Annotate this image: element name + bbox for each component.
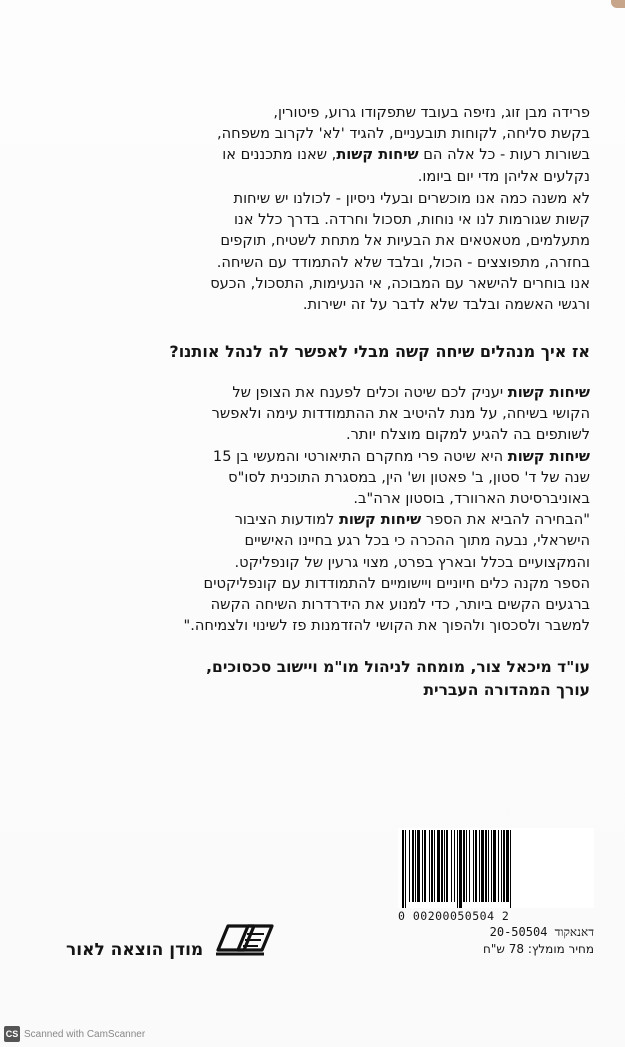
book-title-inline: שיחות קשות (336, 146, 419, 164)
text-line: "הבחירה להביא את הספר שיחות קשות למודעות הציבור (234, 511, 590, 529)
publisher-logo-icon (214, 920, 276, 958)
text-line: שיחות קשות יעניק לכם שיטה וכלים לפענח את הצופן של (232, 384, 590, 401)
endorsement-signature (70, 656, 590, 702)
paragraph-intro (70, 102, 590, 187)
text-line: שיחות קשות היא שיטה פרי מחקרם התיאורטי והמעשי בן 15 (212, 447, 590, 465)
paragraph-experience (70, 188, 590, 315)
text-line: באוניברסיטת הארוורד, בוסטון ארה"ב. (353, 490, 590, 508)
text-line: והמקצועיים בכלל ובארץ בפרט, מצוי גרעין של קונפליקט. (234, 553, 590, 571)
text-line: נקלעים אליהן מדי יום ביומו. (417, 167, 590, 185)
text-line: הישראלי, נבעה מתוך ההכרה כי בכל רגע בחיינו האישיים (244, 532, 590, 550)
text-line: פרידה מבן זוג, נזיפה בעובד שתפקודו גרוע, פיטורין, (273, 104, 590, 121)
barcode-number: 0 00200050504 2 (398, 909, 510, 923)
question-heading: אז איך מנהלים שיחה קשה מבלי לאפשר לה לנהל אותנו? (169, 342, 590, 361)
camscanner-watermark (4, 1026, 145, 1042)
text-line: ברגעים הקשים ביותר, כדי למנוע את הידרדרות השיחה הקשה (210, 596, 590, 614)
text-line: לא משנה כמה אנו מוכשרים ובעלי ניסיון - לכולנו יש שיחות (233, 190, 590, 207)
text-line: בשורות רעות - כל אלה הם שיחות קשות, שאנו מתכננים או (222, 146, 590, 164)
book-title-inline: שיחות קשות (338, 511, 422, 529)
text-line: שנה של ד' סטון, ב' פאטון וש' הין, במסגרת התוכנית לסו"ס (228, 468, 590, 486)
barcode-icon (398, 828, 594, 908)
book-title-inline: שיחות קשות (507, 384, 590, 401)
text-line: הספר מקנה כלים חיוניים ויישומיים להתמודדות עם קונפליקטים (203, 574, 590, 592)
text-line: לשותפים בה להגיע למקום מוצלח יותר. (346, 426, 590, 444)
danacode: דאנאקוד 20-50504 (489, 925, 594, 939)
publisher-name: מודן הוצאה לאור (66, 940, 204, 960)
text-line: בקשת סליחה, לקוחות תובעניים, להגיד 'לא' לקרוב משפחה, (216, 125, 590, 143)
text-line: הקושי בשיחה, על מנת להיטיב את ההתמודדות עימה ולאפשר (211, 405, 590, 423)
text-line: בחזרה, מתפוצצים - הכול, ובלבד שלא להתמודד עם השיחה. (216, 253, 590, 271)
page-corner-decoration (611, 0, 625, 8)
barcode (398, 828, 594, 908)
recommended-price: מחיר מומלץ: 78 ש"ח (483, 942, 594, 956)
signature-line: עו"ד מיכאל צור, מומחה לניהול מו"מ ויישוב סכסוכים, (206, 658, 590, 676)
camscanner-logo-icon: CS (4, 1026, 20, 1042)
camscanner-text: Scanned with CamScanner (24, 1028, 146, 1040)
text-line: אנו בוחרים להישאר עם המבוכה, אי הנעימות, התסכול, הכעס (210, 274, 590, 292)
signature-line: עורך המהדורה העברית (423, 681, 590, 699)
text-line: ורגשי האשמה ובלבד שלא לדבר על זה ישירות. (302, 296, 590, 314)
text-line: קשות שגורמות לנו אי נוחות, תסכול וחרדה. בדרך כלל אנו (233, 211, 590, 229)
text-line: למשבר ולסכסוך ולהפוך את הקושי להזדמנות פז לשינוי ולצמיחה." (183, 617, 590, 635)
book-title-inline: שיחות קשות (507, 447, 590, 465)
paragraph-method (70, 382, 590, 636)
text-line: מתעלמים, מטאטאים את הבעיות אל מתחת לשטיח, תוקפים (220, 232, 590, 250)
